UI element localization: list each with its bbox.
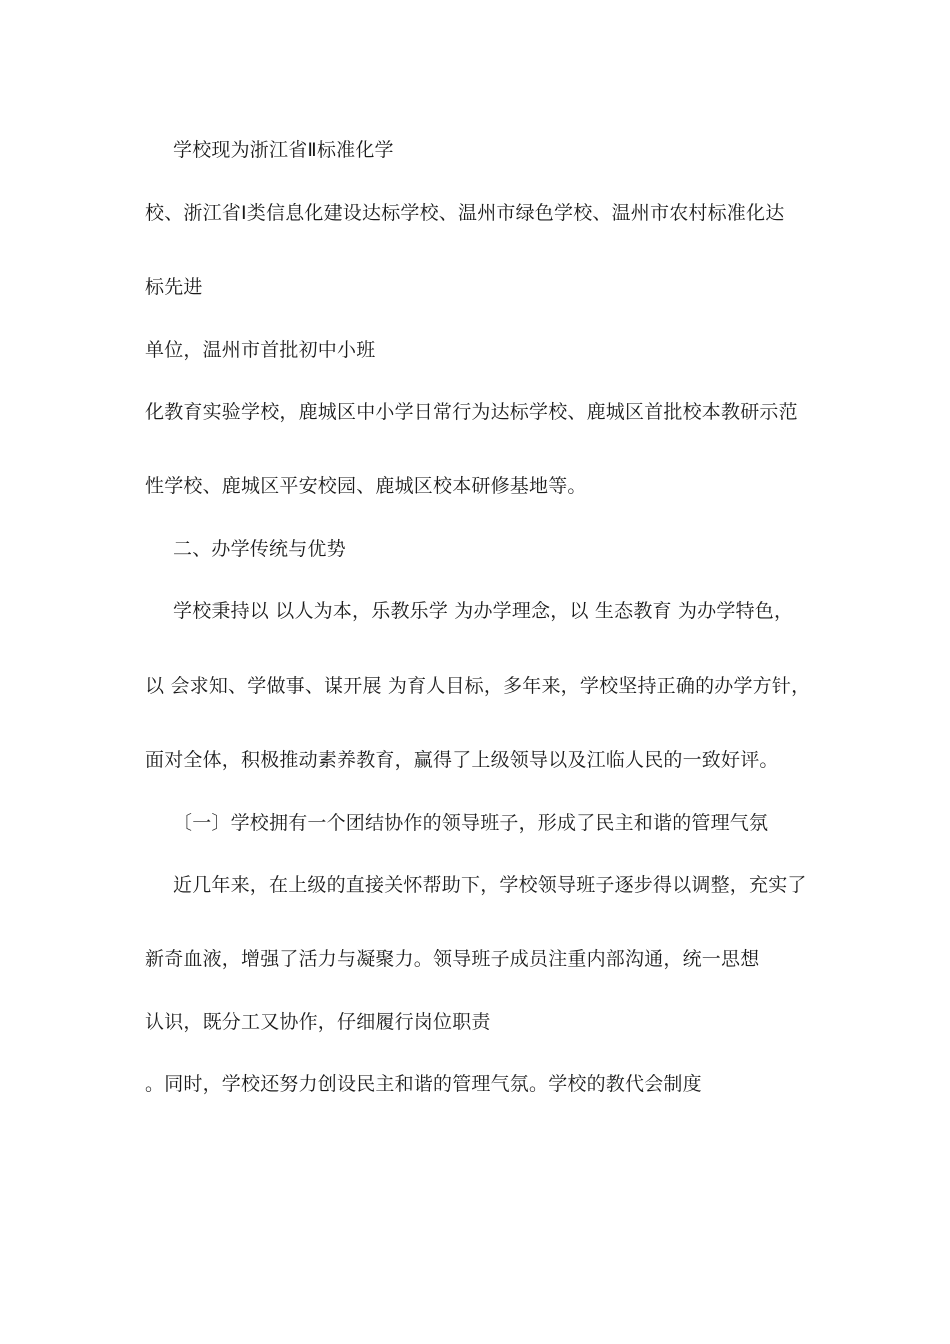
text-line-6: 性学校、鹿城区平安校园、鹿城区校本研修基地等。	[145, 475, 587, 497]
text-line-13: 新奇血液，增强了活力与凝聚力。领导班子成员注重内部沟通，统一思想	[145, 948, 760, 970]
text-line-4: 单位，温州市首批初中小班	[145, 339, 376, 361]
text-line-15: 。同时，学校还努力创设民主和谐的管理气氛。学校的教代会制度	[145, 1073, 702, 1095]
text-line-1: 学校现为浙江省Ⅱ标准化学	[173, 139, 394, 161]
section-heading: 二、办学传统与优势	[173, 538, 346, 560]
text-line-3: 标先进	[145, 276, 203, 298]
text-line-5: 化教育实验学校，鹿城区中小学日常行为达标学校、鹿城区首批校本教研示范	[145, 401, 798, 423]
text-line-9: 以 会求知、学做事、谋开展 为育人目标，多年来，学校坚持正确的办学方针，	[145, 675, 811, 697]
text-line-8: 学校秉持以 以人为本，乐教乐学 为办学理念，以 生态教育 为办学特色，	[173, 600, 794, 622]
text-line-12: 近几年来，在上级的直接关怀帮助下，学校领导班子逐步得以调整，充实了	[173, 874, 807, 896]
text-line-14: 认识，既分工又协作，仔细履行岗位职责	[145, 1011, 491, 1033]
text-line-2: 校、浙江省Ⅰ类信息化建设达标学校、温州市绿色学校、温州市农村标准化达	[145, 202, 785, 224]
subsection-heading: 〔一〕学校拥有一个团结协作的领导班子，形成了民主和谐的管理气氛	[173, 812, 769, 834]
text-line-10: 面对全体，积极推动素养教育，赢得了上级领导以及江临人民的一致好评。	[145, 749, 779, 771]
